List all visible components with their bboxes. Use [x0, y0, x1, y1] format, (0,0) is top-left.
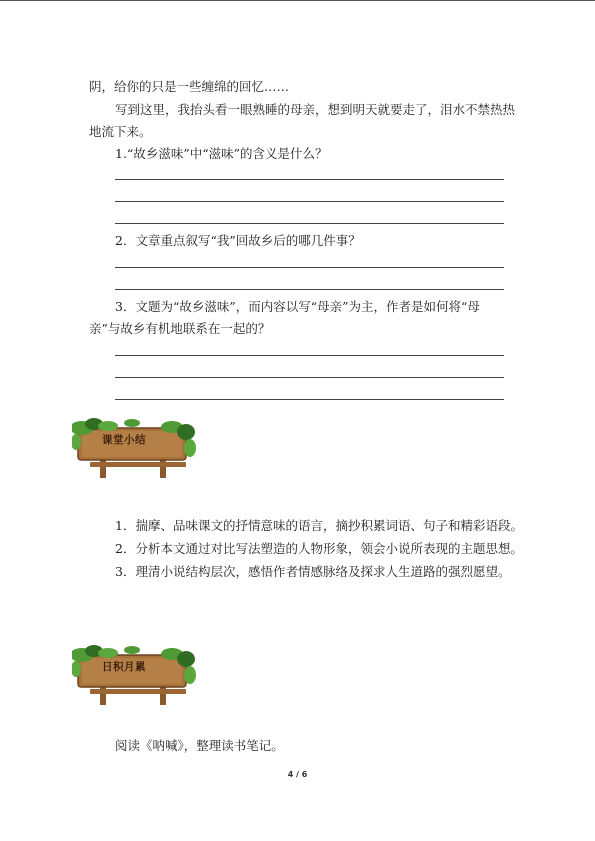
passage-para2-line-1: 写到这里，我抬头看一眼熟睡的母亲，想到明天就要走了，泪水不禁热热: [115, 102, 516, 117]
answer-line[interactable]: [115, 223, 504, 224]
section-sign-summary: [72, 418, 198, 480]
section-title-summary: 课堂小结: [102, 434, 146, 446]
question-3-line-2: 亲”与故乡有机地联系在一起的？: [89, 321, 271, 336]
wooden-sign-icon: [72, 418, 198, 480]
passage-para2-line-2: 地流下来。: [89, 124, 152, 139]
answer-line[interactable]: [115, 355, 504, 356]
answer-line[interactable]: [115, 201, 504, 202]
top-border-line: [0, 0, 595, 1]
section-title-accumulation: 日积月累: [102, 661, 146, 673]
page-number: 4 / 6: [287, 770, 308, 779]
passage-line-1: 阴，给你的只是一些缠绵的回忆……: [89, 79, 290, 94]
question-1: 1.“故乡滋味”中“滋味”的含义是什么？: [115, 146, 328, 161]
answer-line[interactable]: [115, 289, 504, 290]
answer-line[interactable]: [115, 377, 504, 378]
summary-item-2: 2．分析本文通过对比写法塑造的人物形象，领会小说所表现的主题思想。: [115, 541, 523, 556]
summary-item-1: 1．揣摩、品味课文的抒情意味的语言，摘抄积累词语、句子和精彩语段。: [115, 518, 523, 533]
question-3-line-1: 3．文题为“故乡滋味”，而内容以写“母亲”为主，作者是如何将“母: [115, 299, 480, 314]
wooden-sign-icon: [72, 645, 198, 707]
answer-line[interactable]: [115, 399, 504, 400]
answer-line[interactable]: [115, 267, 504, 268]
question-2: 2．文章重点叙写“我”回故乡后的哪几件事？: [115, 233, 361, 248]
answer-line[interactable]: [115, 179, 504, 180]
section-sign-accumulation: [72, 645, 198, 707]
summary-item-3: 3．理清小说结构层次，感悟作者情感脉络及探求人生道路的强烈愿望。: [115, 564, 511, 579]
accumulation-text: 阅读《呐喊》，整理读书笔记。: [115, 738, 284, 753]
